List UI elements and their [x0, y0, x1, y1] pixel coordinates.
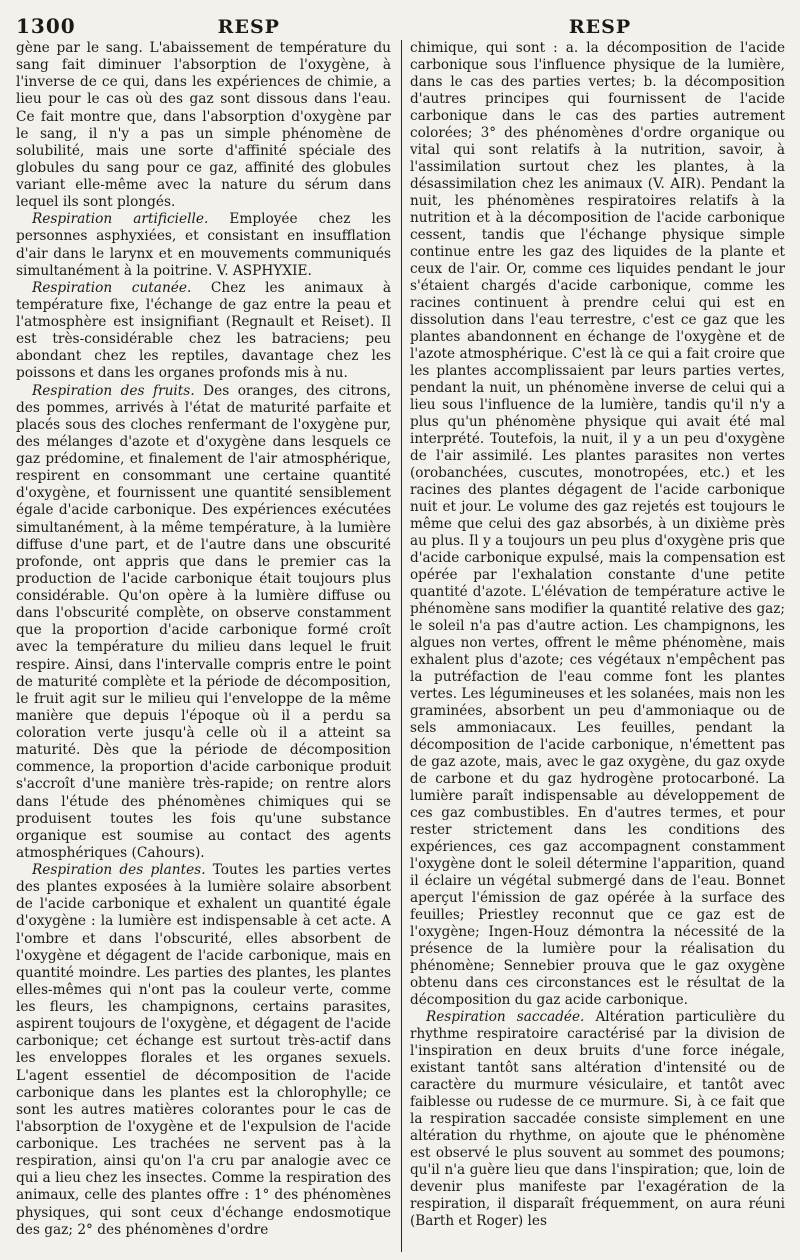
paragraph-text: gène par le sang. L'abaissement de température du sang fait diminuer l'absorption de l'oxygène, à l'inverse de ce qui, dans les expériences de chimie, a lieu pour le cas où des gaz sont dissous dans l'eau. Ce fait montre que, dans l'absorption d'oxygène par le sang, il n'y a pas un simple phénomène de solubilité, mais une sorte d'affinité spéciale des globules du sang pour ce gaz, affinité des globules variant elle-même avec la nature du sérum dans lequel ils sont plongés.: [16, 40, 391, 211]
entry-title: Respiration cutanée.: [32, 279, 192, 296]
entry-text: Altération particulière du rhythme respiratoire caractérisé par la division de l'inspiration en deux bruits d'une force inégale, existant tantôt sans altération d'intensité ou de caractère du murmure vésiculaire, et tantôt avec faiblesse ou rudesse de ce murmure. Si, à ce fait que la respiration saccadée consiste simplement en une altération du rhythme, on ajoute que le phénomène est observé le plus souvent au sommet des poumons; qu'il n'a guère lieu que dans l'inspiration; que, loin de devenir plus manifeste par l'exagération de la respiration, il disparaît fréquemment, on aura réuni (Barth et Roger) les: [410, 1009, 785, 1229]
entry-text: Employée chez les personnes asphyxiées, et consistant en insufflation d'air dans le larynx et en mouvements communiqués simultanément à la poitrine. V. ASPHYXIE.: [16, 211, 391, 279]
entry-respiration-saccadee: [410, 1009, 785, 1230]
two-column-body: [16, 40, 794, 1252]
entry-title: Respiration artificielle.: [32, 211, 209, 228]
paragraph: [16, 40, 391, 211]
entry-title: Respiration des plantes.: [32, 862, 206, 878]
left-column: [16, 40, 391, 1252]
entry-text: Chez les animaux à température fixe, l'échange de gaz entre la peau et l'atmosphère est insignifiant (Regnault et Reiset). Il est très-considérable chez les batraciens; peu abondant chez les reptiles, davantage chez les poissons et dans les organes profonds mis à nu.: [16, 279, 391, 382]
header-left: [16, 14, 396, 38]
entry-text: Toutes les parties vertes des plantes exposées à la lumière solaire absorbent de l'acide carbonique et exhalent un quantité égale d'oxygène : la lumière est indispensable à cet acte. A l'ombre et dans l'obscurité, elles absorbent de l'oxygène et dégagent de l'acide carbonique, mais en quantité moindre. Les parties des plantes, les plantes elles-mêmes qui n'ont pas la couleur verte, comme les fleurs, les champignons, certains parasites, aspirent toujours de l'oxygène, et dégagent de l'acide carbonique; cet échange est surtout très-actif dans les enveloppes florales et les organes sexuels. L'agent essentiel de décomposition de l'acide carbonique dans les plantes est la chlorophylle; ce sont les autres matières colorantes pour le cas de l'absorption de l'oxygène et de l'expulsion de l'acide carbonique. Les trachées ne servent pas à la respiration, ainsi qu'on l'a cru par analogie avec ce qui a lieu chez les insectes. Comme la respiration des animaux, celle des plantes offre : 1° des phénomènes physiques, qui sont ceux d'échange endosmotique des gaz; 2° des phénomènes d'ordre: [16, 862, 391, 1238]
entry-respiration-des-plantes: [16, 862, 391, 1239]
page-number: 1300: [16, 14, 76, 38]
left-running-title: RESP: [217, 16, 280, 38]
right-running-title: RESP: [568, 16, 632, 38]
paragraph: [410, 40, 785, 1009]
entry-respiration-artificielle: [16, 211, 391, 280]
entry-respiration-cutanee: [16, 280, 391, 383]
right-column: [410, 40, 785, 1252]
entry-respiration-des-fruits: [16, 383, 391, 863]
paragraph-text: chimique, qui sont : a. la décomposition de l'acide carbonique sous l'influence physique de la lumière, dans le cas des parties vertes; b. la décomposition d'autres principes qui fournissent de l'acide carbonique dans le cas des parties autrement colorées; 3° des phénomènes d'ordre organique ou vital qui sont relatifs à la nutrition, savoir, à l'assimilation surtout chez les plantes, à la désassimilation chez les animaux (V. AIR). Pendant la nuit, les phénomènes respiratoires relatifs à la nutrition et à la décomposition de l'acide carbonique cessent, tandis que l'échange physique simple continue entre les gaz des liquides de la plante et ceux de l'air. Or, comme ces liquides pendant le jour s'étaient chargés d'acide carbonique, comme les racines continuent à prendre celui qui est en dissolution dans l'eau terrestre, c'est ce gaz que les plantes abandonnent en échange de l'oxygène et de l'azote atmosphérique. C'est là ce qui a fait croire que les plantes accomplissaient par leurs parties vertes, pendant la nuit, un phénomène inverse de celui qui a lieu sous l'influence de la lumière, tandis qu'il n'y a plus qu'un phénomène physique qui avait été mal interprété. Toutefois, la nuit, il y a un peu d'oxygène de l'air assimilé. Les plantes parasites non vertes (orobanchées, cuscutes, monotropées, etc.) et les racines des plantes dégagent de l'acide carbonique nuit et jour. Le volume des gaz rejetés est toujours le même que celui des gaz absorbés, à un dixième près au plus. Il y a toujours un peu plus d'oxygène pris que d'acide carbonique expulsé, mais la compensation est opérée par l'exhalation constante d'une petite quantité d'azote. L'élévation de température active le phénomène sans modifier la quantité relative des gaz; le soleil n'a pas d'autre action. Les champignons, les algues non vertes, offrent le même phénomène, mais exhalent plus d'azote; ces végétaux n'empêchent pas la putréfaction de l'eau comme font les plantes vertes. Les légumineuses et les solanées, mais non les graminées, absorbent un peu d'ammoniaque ou de sels ammoniacaux. Les feuilles, pendant la décomposition de l'acide carbonique, n'émettent pas de gaz azote, mais, avec le gaz oxygène, du gaz oxyde de carbone et du gaz hydrogène protocarboné. La lumière paraît indispensable au développement de ces gaz combustibles. En d'autres termes, et pour rester strictement dans les conditions des expériences, ces gaz accompagnent constamment l'oxygène dont le soleil détermine l'apparition, quand il éclaire un végétal submergé dans de l'eau. Bonnet aperçut l'émission de gaz opérée à la surface des feuilles; Priestley reconnut que ce gaz est de l'oxygène; Ingen-Houz démontra la nécessité de la présence de la lumière pour la réalisation du phénomène; Sennebier prouva que le gaz oxygène obtenu dans ces circonstances est le résultat de la décomposition du gaz acide carbonique.: [410, 40, 785, 1008]
running-header: [16, 0, 794, 40]
column-divider: [401, 40, 402, 1252]
entry-text: Des oranges, des citrons, des pommes, arrivés à l'état de maturité parfaite et placés sous des cloches renfermant de l'oxygène pur, des mélanges d'azote et d'oxygène dans lesquels ce gaz prédomine, et finalement de l'air atmosphérique, respirent en consommant une certaine quantité d'oxygène, et fournissent une quantité sensiblement égale d'acide carbonique. Des expériences exécutées simultanément, à la même température, à la lumière diffuse d'une part, et de l'autre dans une obscurité profonde, ont appris que dans le premier cas la production de l'acide carbonique était toujours plus considérable. Qu'on opère à la lumière diffuse ou dans l'obscurité complète, on observe constamment que la proportion d'acide carbonique formé croît avec la température du milieu dans lequel le fruit respire. Ainsi, dans l'intervalle compris entre le point de maturité complète et la période de décomposition, le fruit agit sur le milieu qui l'enveloppe de la même manière que depuis l'époque où il a perdu sa coloration verte jusqu'à celle où il a atteint sa maturité. Dès que la période de décomposition commence, la proportion d'acide carbonique produit s'accroît d'une manière très-rapide; on rentre alors dans l'étude des phénomènes chimiques qui se produisent toutes les fois qu'une substance organique est soumise au contact des agents atmosphériques (Cahours).: [16, 382, 391, 861]
entry-title: Respiration des fruits.: [32, 382, 195, 399]
entry-title: Respiration saccadée.: [426, 1009, 585, 1025]
